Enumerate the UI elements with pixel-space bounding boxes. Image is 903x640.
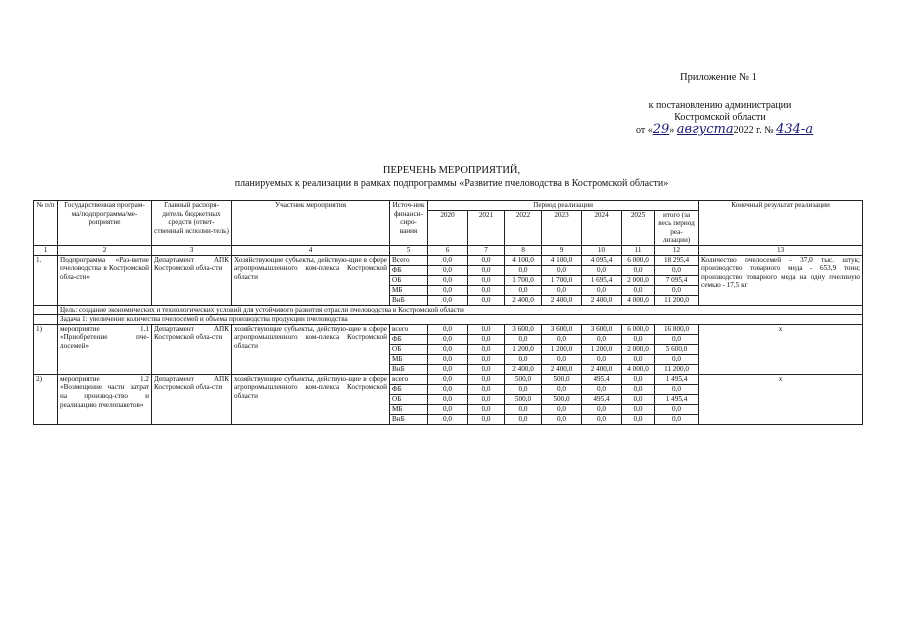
header-period: Период реализации <box>428 201 699 211</box>
appendix-label: Приложение № 1 <box>680 72 757 83</box>
decree-number-handwritten: 434-а <box>776 122 814 137</box>
funding-value: 0,0 <box>468 404 505 414</box>
column-number: 6 <box>428 245 468 255</box>
funding-value: 1 700,0 <box>542 275 582 285</box>
funding-value: 7 095,4 <box>655 275 699 285</box>
funding-value: 0,0 <box>428 255 468 265</box>
funding-value: 1 200,0 <box>505 344 542 354</box>
funding-value: 0,0 <box>468 384 505 394</box>
column-number: 9 <box>542 245 582 255</box>
funding-value: 2 400,0 <box>582 364 622 374</box>
header-year: 2025 <box>622 210 655 245</box>
funding-value: 0,0 <box>428 364 468 374</box>
funding-value: 0,0 <box>468 354 505 364</box>
funding-value: 0,0 <box>428 334 468 344</box>
task-row <box>34 315 863 325</box>
funding-value: 0,0 <box>428 285 468 295</box>
decree-line-2: Костромской области <box>674 112 766 123</box>
funding-value: 0,0 <box>505 285 542 295</box>
funding-value: 0,0 <box>468 295 505 305</box>
funding-value: 6 000,0 <box>622 324 655 334</box>
funding-source: ОБ <box>390 394 428 404</box>
funding-value: 0,0 <box>655 334 699 344</box>
funding-value: 1 200,0 <box>582 344 622 354</box>
funding-value: 0,0 <box>542 285 582 295</box>
decree-date-line: от «29» августа2022 г. № 434-а <box>636 122 814 137</box>
funding-value: 0,0 <box>655 384 699 394</box>
column-number: 11 <box>622 245 655 255</box>
funding-value: 0,0 <box>655 414 699 424</box>
funding-value: 0,0 <box>428 295 468 305</box>
funding-source: ФБ <box>390 265 428 275</box>
funding-source: Всего <box>390 255 428 265</box>
task-text: Задача 1: увеличение количества пчелосемей и объема производства продукции пчеловодства <box>58 315 863 325</box>
funding-value: 1 700,0 <box>505 275 542 285</box>
funding-value: 0,0 <box>468 285 505 295</box>
table-row <box>34 374 863 384</box>
table-body <box>34 255 863 424</box>
funding-value: 0,0 <box>428 324 468 334</box>
funding-value: 4 000,0 <box>622 295 655 305</box>
funding-value: 1 495,4 <box>655 394 699 404</box>
funding-value: 0,0 <box>582 334 622 344</box>
column-number: 1 <box>34 245 58 255</box>
manager-name: Департамент АПК Костромской обла-сти <box>152 374 232 424</box>
funding-value: 500,0 <box>542 394 582 404</box>
funding-value: 0,0 <box>428 394 468 404</box>
task-num-cell <box>34 315 58 325</box>
funding-source: ОБ <box>390 344 428 354</box>
result-text: х <box>699 374 863 424</box>
funding-value: 0,0 <box>468 364 505 374</box>
funding-value: 0,0 <box>505 354 542 364</box>
funding-value: 0,0 <box>542 404 582 414</box>
column-number: 10 <box>582 245 622 255</box>
goal-row <box>34 305 863 315</box>
header-total: итого (за весь период реа-лизации) <box>655 210 699 245</box>
funding-value: 0,0 <box>542 265 582 275</box>
funding-value: 0,0 <box>428 414 468 424</box>
funding-value: 0,0 <box>655 265 699 275</box>
row-number: 1. <box>34 255 58 305</box>
funding-value: 4 000,0 <box>622 364 655 374</box>
funding-value: 2 400,0 <box>542 295 582 305</box>
funding-value: 3 600,0 <box>582 324 622 334</box>
funding-value: 0,0 <box>655 285 699 295</box>
funding-value: 500,0 <box>505 374 542 384</box>
funding-value: 495,4 <box>582 394 622 404</box>
funding-value: 0,0 <box>428 344 468 354</box>
funding-source: ВнБ <box>390 364 428 374</box>
funding-value: 16 800,0 <box>655 324 699 334</box>
column-number: 12 <box>655 245 699 255</box>
funding-value: 0,0 <box>582 265 622 275</box>
funding-source: ВнБ <box>390 414 428 424</box>
funding-value: 0,0 <box>622 384 655 394</box>
participant-name: хозяйствующие субъекты, действую-щие в сфере агропромышленного ком-плекса Костромской области <box>232 374 390 424</box>
decree-day-handwritten: 29 <box>652 122 670 137</box>
funding-source: ВнБ <box>390 295 428 305</box>
funding-value: 0,0 <box>622 394 655 404</box>
funding-value: 0,0 <box>428 384 468 394</box>
funding-value: 0,0 <box>582 285 622 295</box>
funding-value: 4 095,4 <box>582 255 622 265</box>
funding-value: 500,0 <box>505 394 542 404</box>
decree-line-1: к постановлению администрации <box>648 100 792 111</box>
funding-value: 0,0 <box>582 414 622 424</box>
header-manager: Главный распоря-дитель бюджетных средств (ответ-ственный исполни-тель) <box>152 201 232 246</box>
program-name: Подпрограмма «Раз-витие пчеловодства в Костромской обла-сти» <box>58 255 152 305</box>
funding-value: 2 400,0 <box>505 295 542 305</box>
decree-reference <box>600 100 840 137</box>
funding-value: 0,0 <box>542 354 582 364</box>
funding-value: 0,0 <box>468 255 505 265</box>
result-text: х <box>699 324 863 374</box>
funding-value: 18 295,4 <box>655 255 699 265</box>
funding-value: 0,0 <box>542 414 582 424</box>
funding-value: 0,0 <box>505 414 542 424</box>
goal-text: Цель: создание экономических и технологических условий для устойчивого развития отрасли пчеловодства в Костромской области <box>58 305 863 315</box>
header-year: 2023 <box>542 210 582 245</box>
header-year: 2020 <box>428 210 468 245</box>
funding-value: 0,0 <box>468 344 505 354</box>
funding-source: всего <box>390 374 428 384</box>
funding-value: 0,0 <box>468 374 505 384</box>
participant-name: Хозяйствующие субъекты, действую-щие в сфере агропромышленного ком-плекса Костромской области <box>232 255 390 305</box>
funding-source: ФБ <box>390 334 428 344</box>
result-text: Количество пчелосемей - 37,0 тыс. штук; производство товарного меда - 653,9 тонн; производство товарного меда на одну пчелиную семью - 17,5 кг <box>699 255 863 305</box>
funding-value: 0,0 <box>468 275 505 285</box>
column-number-row <box>34 245 863 255</box>
funding-value: 11 200,0 <box>655 295 699 305</box>
funding-value: 0,0 <box>428 374 468 384</box>
goal-num-cell <box>34 305 58 315</box>
column-number: 2 <box>58 245 152 255</box>
table-row <box>34 255 863 265</box>
decree-month-handwritten: августа <box>676 122 734 137</box>
funding-value: 2 400,0 <box>582 295 622 305</box>
column-number: 8 <box>505 245 542 255</box>
funding-value: 0,0 <box>505 404 542 414</box>
column-number: 7 <box>468 245 505 255</box>
funding-value: 0,0 <box>655 404 699 414</box>
funding-source: МБ <box>390 354 428 364</box>
funding-value: 11 200,0 <box>655 364 699 374</box>
funding-source: ОБ <box>390 275 428 285</box>
funding-value: 0,0 <box>505 384 542 394</box>
funding-value: 0,0 <box>622 334 655 344</box>
table-row <box>34 324 863 334</box>
funding-value: 1 695,4 <box>582 275 622 285</box>
funding-value: 2 000,0 <box>622 344 655 354</box>
column-number: 3 <box>152 245 232 255</box>
document-title: ПЕРЕЧЕНЬ МЕРОПРИЯТИЙ, <box>382 165 521 176</box>
header-result: Конечный результат реализации <box>699 201 863 246</box>
program-name: мероприятие 1.1 «Приобретение пче-лосемей» <box>58 324 152 374</box>
header-source: Источ-ник финанси-сиро-вания <box>390 201 428 246</box>
funding-source: ФБ <box>390 384 428 394</box>
funding-value: 0,0 <box>542 334 582 344</box>
funding-value: 0,0 <box>468 414 505 424</box>
funding-value: 0,0 <box>428 404 468 414</box>
measures-table <box>33 200 863 425</box>
funding-value: 4 100,0 <box>505 255 542 265</box>
funding-value: 0,0 <box>622 285 655 295</box>
program-name: мероприятие 1.2 «Возмещение части затрат на производ-ство и реализацию пчелопакетов» <box>58 374 152 424</box>
header-year: 2024 <box>582 210 622 245</box>
funding-value: 3 600,0 <box>542 324 582 334</box>
funding-value: 500,0 <box>542 374 582 384</box>
header-participant: Участник мероприятия <box>232 201 390 246</box>
funding-value: 6 000,0 <box>622 255 655 265</box>
funding-value: 1 200,0 <box>542 344 582 354</box>
funding-value: 0,0 <box>622 354 655 364</box>
funding-value: 0,0 <box>428 354 468 364</box>
funding-value: 2 000,0 <box>622 275 655 285</box>
header-program: Государственная програм-ма/подпрограмма/ме-роприятие <box>58 201 152 246</box>
funding-value: 2 400,0 <box>542 364 582 374</box>
document-subtitle: планируемых к реализации в рамках подпрограммы «Развитие пчеловодства в Костромской области» <box>234 178 669 189</box>
funding-value: 3 600,0 <box>505 324 542 334</box>
header-year: 2022 <box>505 210 542 245</box>
funding-value: 0,0 <box>622 374 655 384</box>
table-header <box>34 201 863 256</box>
funding-source: МБ <box>390 404 428 414</box>
manager-name: Департамент АПК Костромской обла-сти <box>152 255 232 305</box>
funding-source: МБ <box>390 285 428 295</box>
funding-value: 0,0 <box>622 265 655 275</box>
funding-value: 0,0 <box>468 334 505 344</box>
row-number: 1) <box>34 324 58 374</box>
row-number: 2) <box>34 374 58 424</box>
header-num: № п/п <box>34 201 58 246</box>
funding-value: 0,0 <box>542 384 582 394</box>
funding-value: 0,0 <box>428 265 468 275</box>
column-number: 4 <box>232 245 390 255</box>
header-year: 2021 <box>468 210 505 245</box>
funding-value: 0,0 <box>622 404 655 414</box>
funding-value: 2 400,0 <box>505 364 542 374</box>
funding-value: 0,0 <box>582 354 622 364</box>
column-number: 5 <box>390 245 428 255</box>
funding-value: 0,0 <box>468 324 505 334</box>
funding-value: 0,0 <box>468 265 505 275</box>
funding-value: 495,4 <box>582 374 622 384</box>
manager-name: Департамент АПК Костромской обла-сти <box>152 324 232 374</box>
funding-value: 0,0 <box>582 404 622 414</box>
funding-value: 0,0 <box>428 275 468 285</box>
funding-value: 0,0 <box>468 394 505 404</box>
funding-value: 1 495,4 <box>655 374 699 384</box>
funding-value: 4 100,0 <box>542 255 582 265</box>
participant-name: хозяйствующие субъекты, действую-щие в сфере агропромышленного ком-плекса Костромской области <box>232 324 390 374</box>
funding-source: всего <box>390 324 428 334</box>
funding-value: 0,0 <box>582 384 622 394</box>
funding-value: 0,0 <box>622 414 655 424</box>
funding-value: 5 600,0 <box>655 344 699 354</box>
funding-value: 0,0 <box>505 265 542 275</box>
column-number: 13 <box>699 245 863 255</box>
funding-value: 0,0 <box>655 354 699 364</box>
funding-value: 0,0 <box>505 334 542 344</box>
